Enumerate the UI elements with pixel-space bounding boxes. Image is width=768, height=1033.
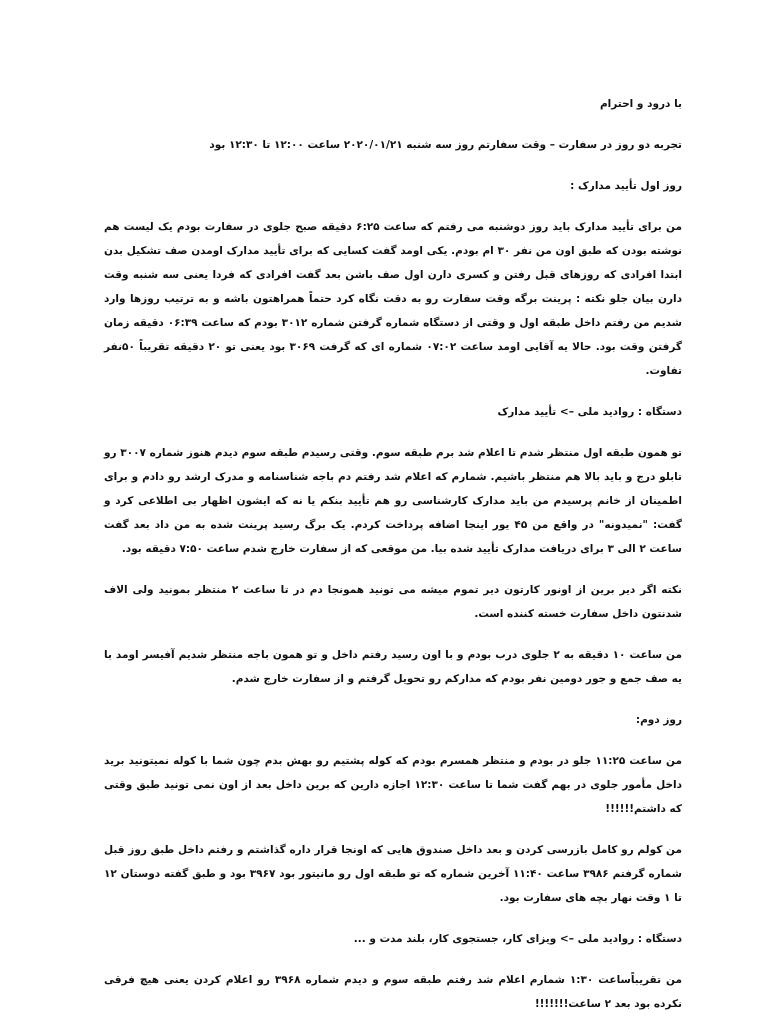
day1-heading: روز اول تأیید مدارک :	[570, 180, 682, 192]
day1-paragraph-4: من ساعت ۱۰ دقیقه به ۲ جلوی درب بودم و با اون رسید رفتم داخل و تو همون باجه منتظر شدیم آفیسر اومد با یه صف جمع و جور دومین نفر بودم که مدارکم رو تحویل گرفتم و از سفارت خارج شدم.	[104, 649, 682, 685]
document-body	[104, 92, 682, 1033]
day1-paragraph-2: تو همون طبقه اول منتظر شدم تا اعلام شد برم طبقه سوم. وقتی رسیدم طبقه سوم دیدم هنوز شماره ۳۰۰۷ رو تابلو درج و باید بالا هم منتظر باشیم. شمارم که اعلام شد رفتم دم باجه شناسنامه و مدرک ارشد رو دادم و برای اطمینان از خانم پرسیدم من باید مدارک کارشناسی رو هم تأیید بنکم یا نه که ایشون اظهار بی اطلاعی کرد و گفت: "نمیدونه" در واقع من ۴۵ یور اینجا اضافه پرداخت کردم. یک برگ رسید پرینت شده به من داد بعد گفت ساعت ۲ الی ۳ برای دریافت مدارک تأیید شده بیا. من موقعی که از سفارت خارج شدم ساعت ۷:۵۰ دقیقه بود.	[104, 447, 683, 555]
day2-heading: روز دوم:	[635, 714, 682, 726]
day2-paragraph-1: من ساعت ۱۱:۲۵ جلو در بودم و منتظر همسرم بودم که کوله پشتیم رو بهش بدم چون شما با کوله نمیتونید برید داخل مأمور جلوی در بهم گفت شما تا ساعت ۱۲:۳۰ اجازه دارین که برین داخل بعد از اون نمی تونید طبق وقتی که داشتم!!!!!!	[104, 755, 683, 815]
day1-paragraph-3: نکته اگر دیر برین از اونور کارتون دیر تموم میشه می تونید همونجا دم در تا ساعت ۲ منتظر بمونید ولی الاف شدنتون داخل سفارت خسته کننده است.	[104, 584, 682, 620]
day1-paragraph-1: من برای تأیید مدارک باید روز دوشنبه می رفتم که ساعت ۶:۲۵ دقیقه صبح جلوی در سفارت بودم یک لیست هم نوشته بودن که طبق اون من نفر ۳۰ ام بودم. یکی اومد گفت کسایی که برای تأیید مدارک اومدن صف تشکیل بدن ابتدا افرادی که روزهای قبل رفتن و کسری دارن اول صف باشن بعد گفت افرادی که فردا یعنی سه شنبه وقت دارن بیان جلو نکته : پرینت برگه وقت سفارت رو به دقت نگاه کرد حتماً همراهتون باشه و به ترتیب روزها وارد شدیم من رفتم داخل طبقه اول و وقتی از دستگاه شماره گرفتن شماره ۳۰۱۲ بودم که ساعت ۰۶:۳۹ دقیقه زمان گرفتن وقت بود. حالا یه آقایی اومد ساعت ۰۷:۰۲ شماره ای که گرفت ۳۰۶۹ بود یعنی تو ۲۰ دقیقه تقریباً ۵۰نفر تفاوت.	[104, 221, 682, 377]
day2-paragraph-3: من تقریباًساعت ۱:۳۰ شمارم اعلام شد رفتم طبقه سوم و دیدم شماره ۳۹۶۸ رو اعلام کردن یعنی هیچ فرقی نکرده بود بعد ۲ ساعت!!!!!!!	[104, 974, 683, 1010]
device1-label: دستگاه : روادید ملی –> تأیید مدارک	[497, 406, 682, 418]
greeting: با درود و احترام	[599, 98, 682, 110]
intro-line: تجربه دو روز در سفارت – وقت سفارتم روز سه شنبه ۲۰۲۰/۰۱/۲۱ ساعت ۱۲:۰۰ تا ۱۲:۳۰ بود	[209, 139, 682, 151]
day2-paragraph-2: من کولم رو کامل بازرسی کردن و بعد داخل صندوق هایی که اونجا قرار داره گذاشتم و رفتم داخل طبق روز قبل شماره گرفتم ۳۹۸۶ ساعت ۱۱:۴۰ آخرین شماره که تو طبقه اول رو مانیتور بود ۳۹۶۷ بود و طبق گفته دوستان ۱۲ تا ۱ وقت نهار بچه های سفارت بود.	[104, 844, 683, 904]
device2-label: دستگاه : روادید ملی –> ویزای کار، جستجوی کار، بلند مدت و ...	[353, 933, 682, 945]
